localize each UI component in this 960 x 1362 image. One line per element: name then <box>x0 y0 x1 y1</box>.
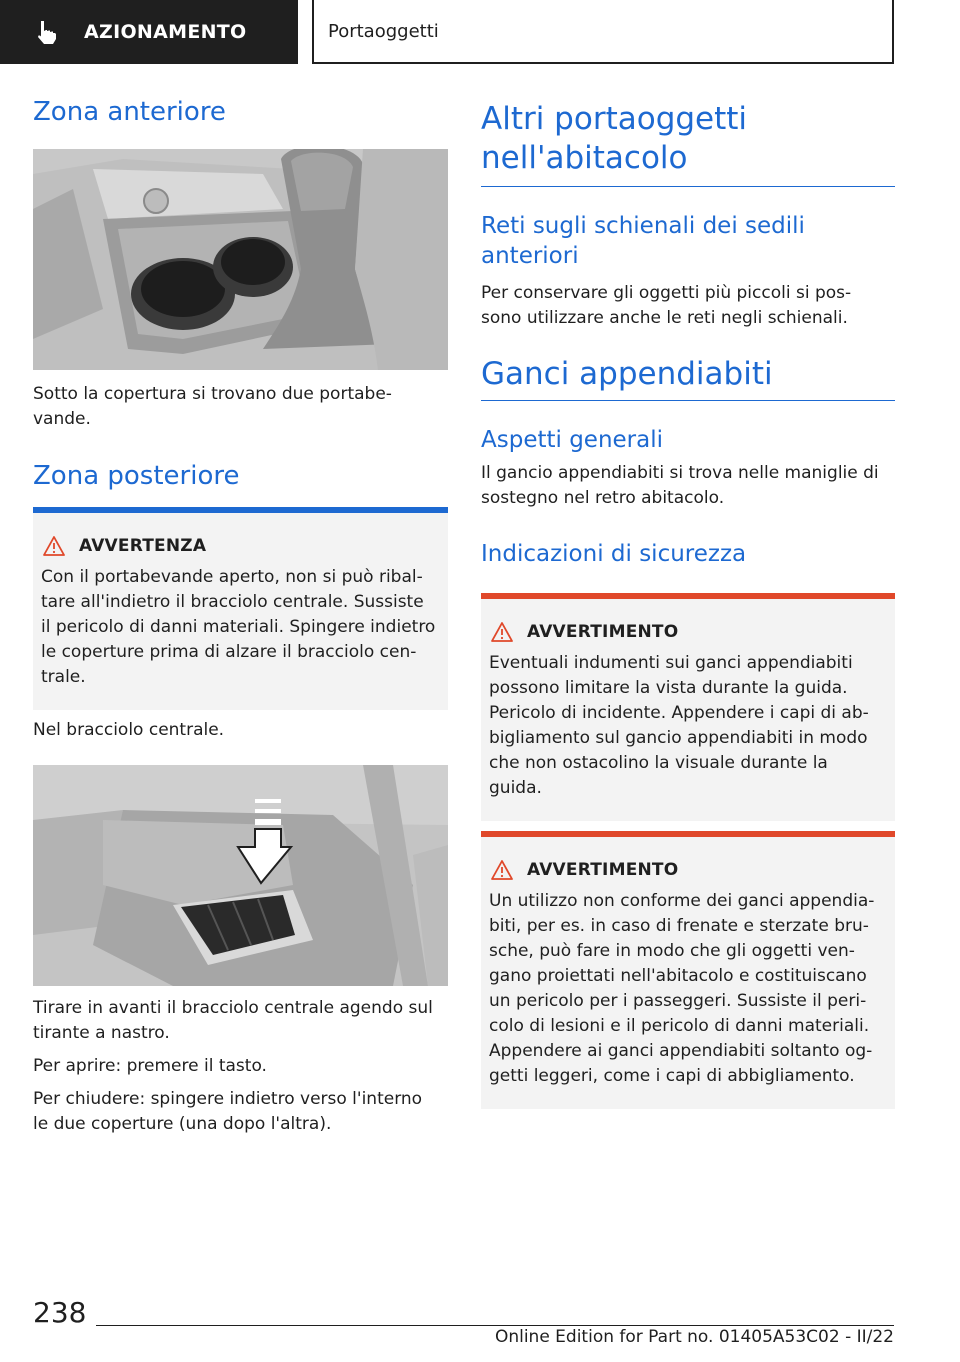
rear-zone-heading: Zona posteriore <box>33 461 240 491</box>
warning-box <box>33 507 448 710</box>
left-column <box>33 96 448 1137</box>
general-text: Il gancio appendiabiti si trova nelle maniglie di sostegno nel retro abitacolo. <box>481 463 879 508</box>
pull-armrest-text: Tirare in avanti il bracciolo centrale agendo sul tirante a nastro. <box>33 998 433 1043</box>
page-number: 238 <box>33 1296 87 1329</box>
warning-title-row <box>33 513 448 557</box>
right-column <box>481 100 895 1109</box>
footer-rule <box>96 1325 894 1326</box>
front-zone-text: Sotto la copertura si trovano due portabe- vande. <box>33 384 392 429</box>
warning-box-2 <box>481 831 895 1109</box>
open-instruction: Per aprire: premere il tasto. <box>33 1056 267 1076</box>
front-cupholder-photo <box>33 149 448 370</box>
warning-title: AVVERTIMENTO <box>527 622 679 642</box>
warning-triangle-icon <box>491 859 513 881</box>
topic-title: Portaoggetti <box>328 20 439 42</box>
warning-title: AVVERTIMENTO <box>527 860 679 880</box>
safety-heading: Indicazioni di sicurezza <box>481 541 747 567</box>
front-zone-heading: Zona anteriore <box>33 97 226 127</box>
coat-hooks-title: Ganci appendiabiti <box>481 356 773 392</box>
warning-title-row <box>481 599 895 643</box>
close-instruction: Per chiudere: spingere indietro verso l'interno le due coperture (una dopo l'altra). <box>33 1089 423 1134</box>
warning-title-row <box>481 837 895 881</box>
hand-pointer-icon <box>32 17 62 47</box>
title-rule <box>481 186 895 187</box>
hooks-rule <box>481 400 895 401</box>
warning-box-1 <box>481 593 895 821</box>
chapter-title: AZIONAMENTO <box>84 21 247 43</box>
other-storage-title: Altri portaoggetti nell'abitacolo <box>481 101 748 176</box>
seat-nets-text: Per conservare gli oggetti più piccoli si pos- sono utilizzare anche le reti negli schienali. <box>481 283 852 328</box>
warning-text: Con il portabevande aperto, non si può ribal- tare all'indietro il bracciolo centrale. Sussiste il pericolo di danni materiali. Spingere indietro le coperture prima di alzare il bracciolo cen- trale. <box>41 567 436 687</box>
seat-nets-heading: Reti sugli schienali dei sedili anteriori <box>481 213 805 269</box>
edition-note: Online Edition for Part no. 01405A53C02 - II/22 <box>494 1327 894 1347</box>
warning-text: Eventuali indumenti sui ganci appendiabiti possono limitare la vista durante la guida. Pericolo di incidente. Appendere i capi di ab- bigliamento sul gancio appendiabiti in modo che non ostacolino la visuale durante la guida. <box>489 653 869 798</box>
warning-triangle-icon <box>43 535 65 557</box>
warning-title: AVVERTENZA <box>79 536 207 556</box>
warning-text: Un utilizzo non conforme dei ganci appendia- biti, per es. in caso di frenate e sterzate bru- sche, può fare in modo che gli oggetti ven- gano proiettati nell'abitacolo e costituiscano un pericolo per i passeggeri. Sussiste il peri- colo di lesioni e il pericolo di danni materiali. Appendere ai ganci appendiabiti soltanto og- getti leggeri, come i capi di abbigliamento. <box>489 891 875 1086</box>
topic-tab <box>312 0 894 64</box>
armrest-text: Nel bracciolo centrale. <box>33 720 225 740</box>
chapter-tab <box>0 0 298 64</box>
rear-armrest-photo <box>33 765 448 986</box>
general-heading: Aspetti generali <box>481 427 664 453</box>
warning-triangle-icon <box>491 621 513 643</box>
